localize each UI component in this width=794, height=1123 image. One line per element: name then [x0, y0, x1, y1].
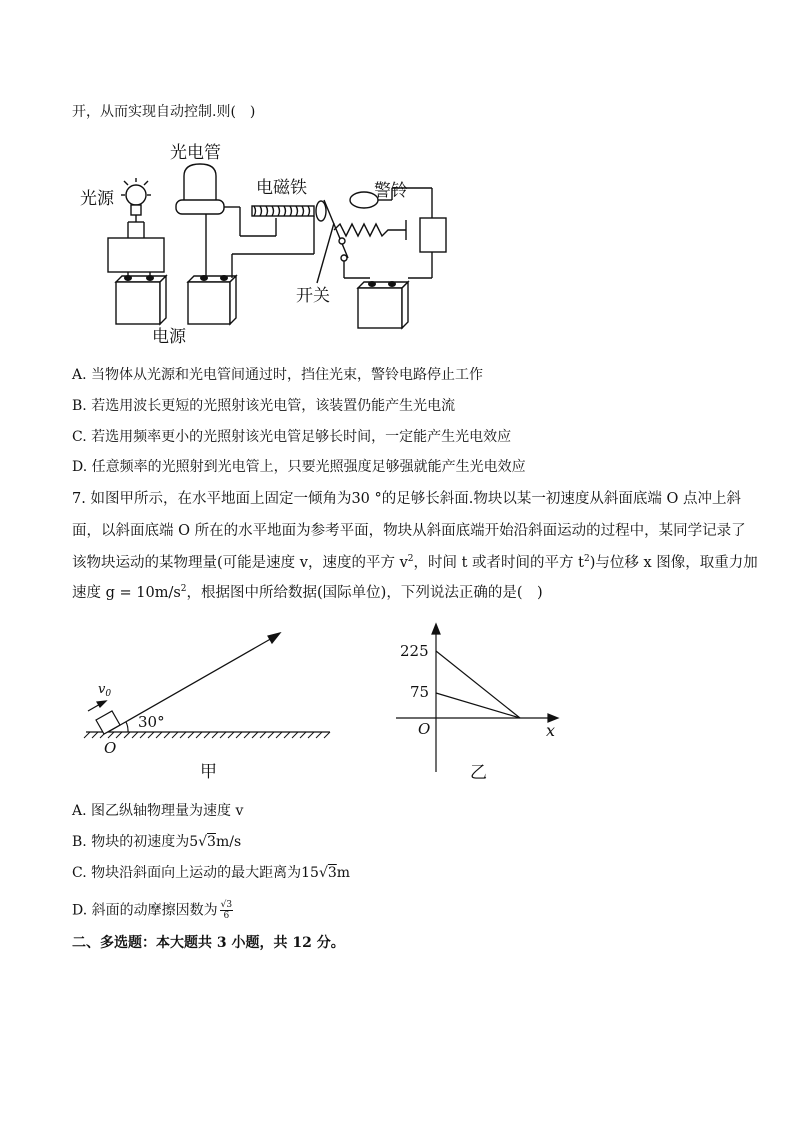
label-angle: 30° [138, 713, 165, 731]
circuit-diagram [72, 138, 452, 348]
caption-yi: 乙 [470, 763, 487, 783]
caption-jia: 甲 [200, 762, 217, 782]
graph-line-2 [436, 693, 520, 718]
tick-75: 75 [410, 683, 430, 701]
photo-tube [176, 164, 224, 214]
q7-line-2: 面，以斜面底端 O 所在的水平地面为参考平面，物块从斜面底端开始沿斜面运动的过程中，某同学记录了 [72, 523, 746, 539]
spring [334, 224, 406, 236]
light-bulb-icon [121, 178, 151, 222]
q7-option-d: D. 斜面的动摩擦因数为 $\frac{√3}{6}$ [72, 900, 233, 921]
label-v0: $v_0$ [98, 682, 112, 699]
q6-option-c: C. 若选用频率更小的光照射该光电管足够长时间，一定能产生光电效应 [72, 429, 512, 445]
electromagnet-coil [252, 201, 326, 221]
label-power: 电源 [152, 327, 186, 347]
label-origin-jia: O [104, 739, 117, 757]
label-photo-tube: 光电管 [170, 143, 221, 163]
q7-line-4: 速度 $g = 10m/s^2$，根据图中所给数据(国际单位)，下列说法正确的是( ) [72, 584, 543, 601]
light-source-box [108, 238, 164, 272]
label-switch: 开关 [296, 286, 330, 306]
q6-option-a: A. 当物体从光源和光电管间通过时，挡住光束，警铃电路停止工作 [72, 367, 484, 383]
label-light-source: 光源 [80, 189, 114, 209]
q6-option-d: D. 任意频率的光照射到光电管上，只要光照强度足够强就能产生光电效应 [72, 459, 526, 475]
q7-option-a: A. 图乙纵轴物理量为速度 v [72, 803, 244, 819]
graph-line-1 [436, 651, 520, 718]
battery-middle [188, 276, 236, 324]
q7-line-1: 7. 如图甲所示，在水平地面上固定一倾角为30 °的足够长斜面.物块以某一初速度从斜面底端 O 点冲上斜 [72, 491, 741, 507]
tick-225: 225 [400, 642, 429, 660]
battery-right [358, 282, 408, 328]
label-alarm: 警铃 [374, 181, 408, 201]
figure-yi [396, 622, 596, 782]
intro-line: 开，从而实现自动控制.则( ) [72, 104, 256, 120]
label-x-axis: x [546, 721, 556, 740]
label-origin-yi: O [418, 720, 431, 738]
figure-jia [84, 625, 344, 785]
q7-line-3: 该物块运动的某物理量(可能是速度 v，速度的平方 $v^2$，时间 t 或者时间的平方 $t^2$)与位移 x 图像，取重力加 [72, 554, 758, 571]
label-electromagnet: 电磁铁 [256, 178, 307, 198]
q7-option-c: C. 物块沿斜面向上运动的最大距离为15√3m [72, 865, 351, 881]
q7-option-b: B. 物块的初速度为5√3m/s [72, 834, 242, 850]
battery-left [116, 276, 166, 324]
alarm-box [420, 218, 446, 252]
section-2-heading: 二、多选题：本大题共 3 小题，共 12 分。 [72, 935, 345, 951]
block [96, 711, 120, 734]
q6-option-b: B. 若选用波长更短的光照射该光电管，该装置仍能产生光电流 [72, 398, 456, 414]
